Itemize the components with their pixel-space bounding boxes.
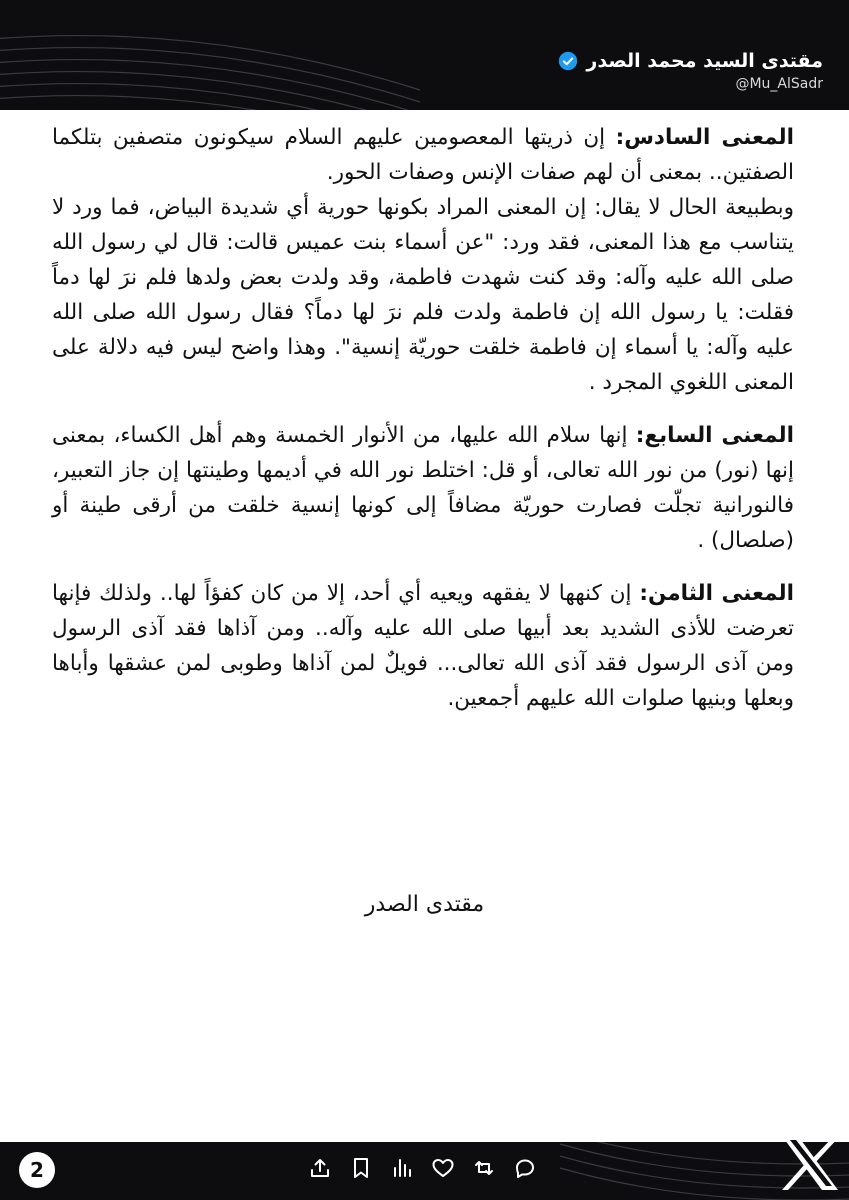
views-icon[interactable] [390, 1156, 414, 1180]
paragraph-label: المعنى السابع: [635, 423, 794, 448]
paragraph-label: المعنى الثامن: [639, 581, 794, 606]
display-name-row [558, 50, 823, 72]
paragraph-seventh-meaning [52, 418, 794, 558]
x-logo-icon [778, 1130, 842, 1196]
repost-icon[interactable] [472, 1156, 496, 1180]
paragraph-continuation: وبطبيعة الحال لا يقال: إن المعنى المراد بكونها حورية أي شديدة البياض، فما ورد لا يتناسب مع هذا المعنى، فقد ورد: "عن أسماء بنت عميس قالت: قال لي رسول الله صلى الله عليه وآله: وقد كنت شهدت فاطمة، وقد ولدت بعض ولدها فلم نرَ لها دماً فقلت: يا رسول الله إن فاطمة ولدت فلم نرَ لها دماً؟ فقال رسول الله صلى الله عليه وآله: يا أسماء إن فاطمة خلقت حوريّة إنسية". وهذا واضح ليس فيه دلالة على المعنى اللغوي المجرد . [52, 195, 794, 395]
header-bar [0, 0, 849, 110]
post-body [52, 120, 794, 734]
display-name: مقتدى السيد محمد الصدر [586, 50, 823, 72]
paragraph-text: إن ذريتها المعصومين عليهم السلام سيكونون متصفين بتلكما الصفتين.. بمعنى أن لهم صفات الإنس وصفات الحور. [52, 125, 794, 185]
account-info[interactable] [558, 50, 823, 92]
paragraph-label: المعنى السادس: [615, 125, 794, 150]
account-handle: @Mu_AlSadr [735, 76, 823, 92]
paragraph-sixth-meaning [52, 120, 794, 400]
action-bar [308, 1156, 537, 1180]
paragraph-text: إنها سلام الله عليها، من الأنوار الخمسة وهم أهل الكساء، بمعنى إنها (نور) من نور الله تعالى، أو قل: اختلط نور الله في أديمها وطينتها إن جاز التعبير، فالنورانية تجلّت فصارت حوريّة مضافاً إلى كونها إنسية خلقت من أرقى طينة أو (صلصال) . [52, 423, 794, 553]
bookmark-icon[interactable] [349, 1156, 373, 1180]
reply-icon[interactable] [513, 1156, 537, 1180]
paragraph-text: إن كنهها لا يفقهه ويعيه أي أحد، إلا من كان كفؤاً لها.. ولذلك فإنها تعرضت للأذى الشديد بعد أبيها صلى الله عليه وآله.. ومن آذاها فقد آذى الرسول ومن آذى الرسول فقد آذى الله تعالى... فويلٌ لمن آذاها وطوبى لمن عشقها وأباها وبعلها وبنيها صلوات الله عليهم أجمعين. [52, 581, 794, 711]
share-icon[interactable] [308, 1156, 332, 1180]
footer-bar [0, 1142, 849, 1200]
signature: مقتدى الصدر [364, 892, 485, 917]
verified-badge-icon [558, 51, 578, 71]
paragraph-eighth-meaning [52, 576, 794, 716]
page-number-badge: 2 [19, 1152, 55, 1188]
like-icon[interactable] [431, 1156, 455, 1180]
